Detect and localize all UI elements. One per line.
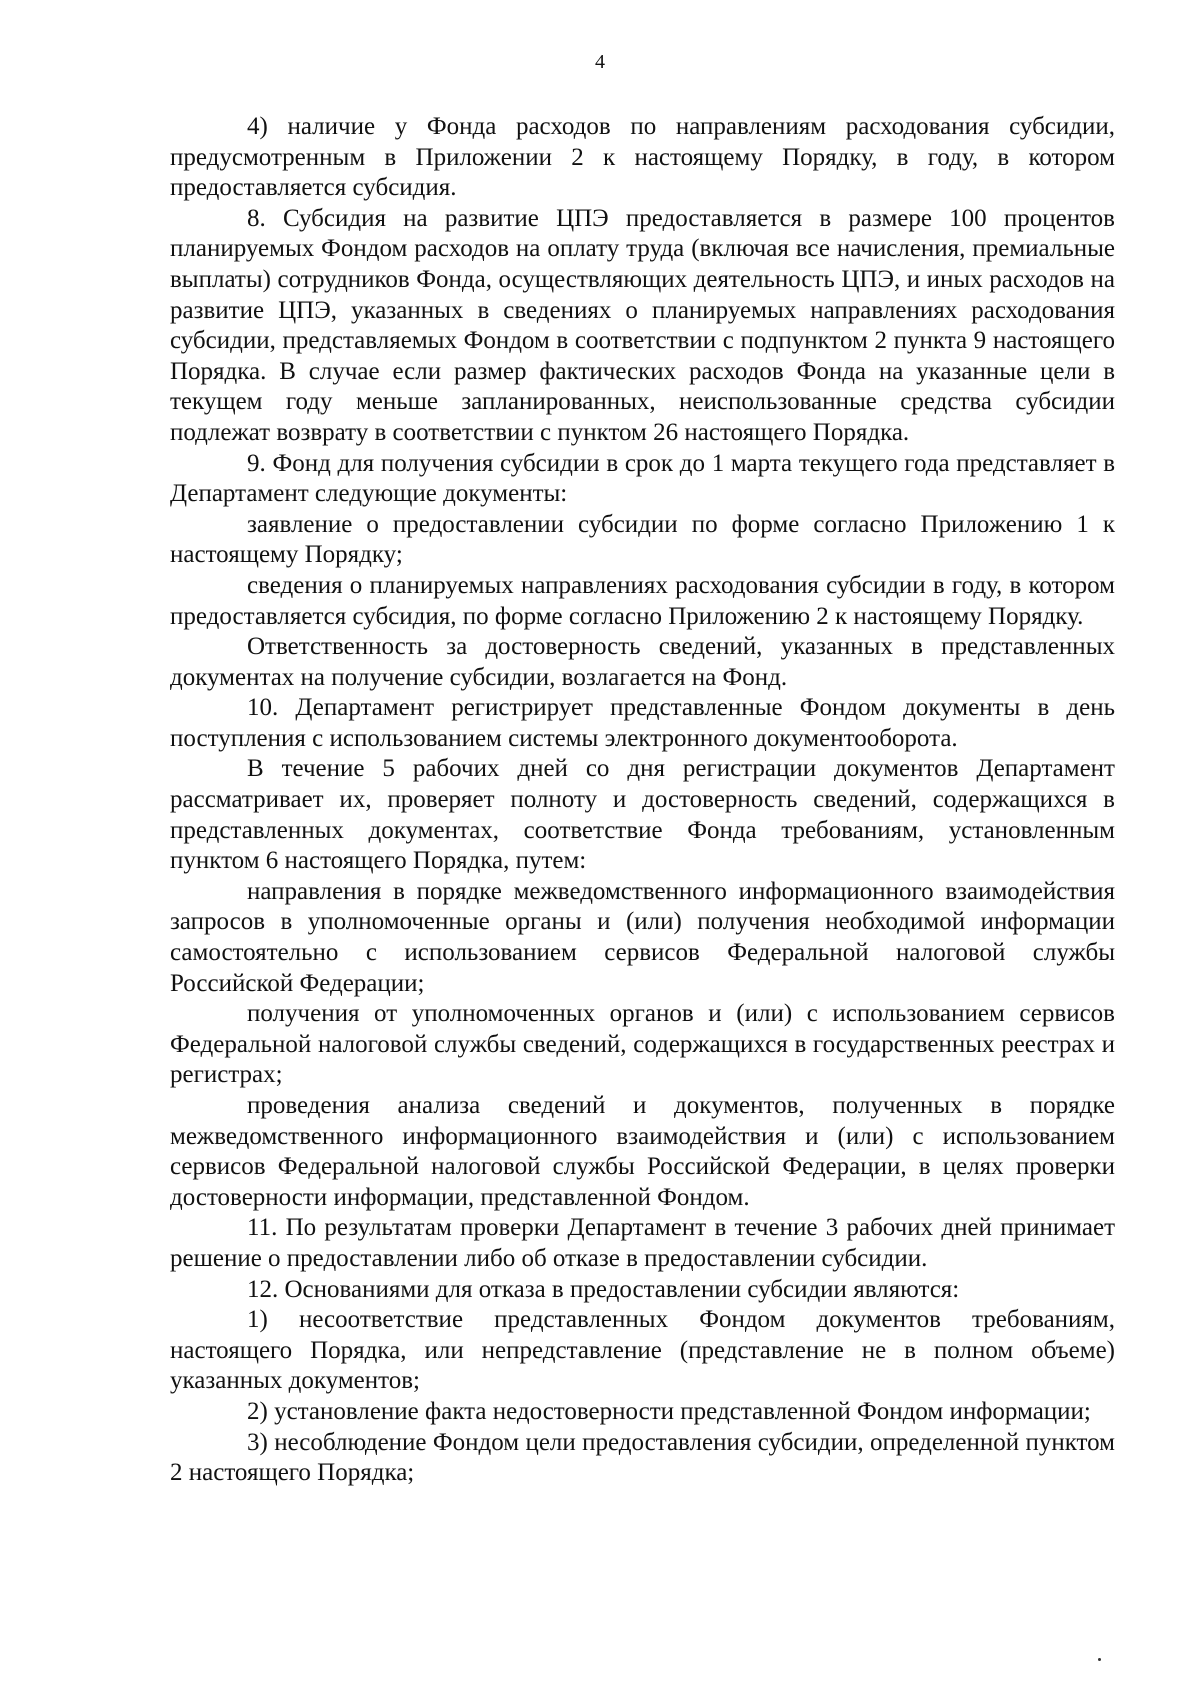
paragraph-analysis: проведения анализа сведений и документов, полученных в порядке межведомственного информационного взаимодействия и (или) с использованием сервисов Федеральной налоговой службы Российской Федерации, в целях проверки достоверности информации, представленной Фондом. [170,1092,1115,1211]
paragraph-subitem-4-expenses: 4) наличие у Фонда расходов по направлениям расходования субсидии, предусмотренным в Приложении 2 к настоящему Порядку, в году, в котором предоставляется субсидия. [170,113,1115,202]
document-body [170,112,1115,1489]
paragraph-application: заявление о предоставлении субсидии по форме согласно Приложению 1 к настоящему Порядку; [170,510,1115,569]
paragraph-review-period: В течение 5 рабочих дней со дня регистрации документов Департамент рассматривает их, проверяет полноту и достоверность сведений, содержащихся в представленных документах, соответствие Фонда требованиям, установленным пунктом 6 настоящего Порядка, путем: [170,755,1115,875]
paragraph-registry-info: получения от уполномоченных органов и (или) с использованием сервисов Федеральной налоговой службы сведений, содержащихся в государственных реестрах и регистрах; [170,1000,1115,1089]
scan-speck [1098,1658,1101,1661]
paragraph-refusal-2: 2) установление факта недостоверности представленной Фондом информации; [247,1397,1091,1425]
paragraph-interagency-requests: направления в порядке межведомственного информационного взаимодействия запросов в уполномоченные органы и (или) получения необходимой информации самостоятельно с использованием сервисов Федеральной налоговой службы Российской Федерации; [170,877,1115,997]
paragraph-item-10-registration: 10. Департамент регистрирует представленные Фондом документы в день поступления с использованием системы электронного документооборота. [170,694,1115,752]
paragraph-responsibility: Ответственность за достоверность сведений, указанных в представленных документах на получение субсидии, возлагается на Фонд. [170,633,1115,691]
paragraph-item-8-subsidy-amount: 8. Субсидия на развитие ЦПЭ предоставляется в размере 100 процентов планируемых Фондом расходов на оплату труда (включая все начисления, премиальные выплаты) сотрудников Фонда, осуществляющих деятельность ЦПЭ, и иных расходов на развитие ЦПЭ, указанных в сведениях о планируемых направлениях расходования субсидии, представляемых Фондом в соответствии с подпунктом 2 пункта 9 настоящего Порядка. В случае если размер фактических расходов Фонда на указанные цели в текущем году меньше запланированных, неиспользованные средства субсидии подлежат возврату в соответствии с пунктом 26 настоящего Порядка. [170,204,1115,446]
page-number: 4 [595,51,605,73]
paragraph-refusal-1: 1) несоответствие представленных Фондом документов требованиям, настоящего Порядка, или непредставление (представление не в полном объеме) указанных документов; [170,1306,1115,1395]
paragraph-refusal-3: 3) несоблюдение Фондом цели предоставления субсидии, определенной пунктом 2 настоящего Порядка; [170,1428,1115,1487]
paragraph-planned-expenses-info: сведения о планируемых направлениях расходования субсидии в году, в котором предоставляется субсидия, по форме согласно Приложению 2 к настоящему Порядку. [170,571,1115,630]
paragraph-item-9-documents: 9. Фонд для получения субсидии в срок до 1 марта текущего года представляет в Департамент следующие документы: [170,449,1115,508]
paragraph-item-12-refusal-grounds: 12. Основаниями для отказа в предоставлении субсидии являются: [247,1275,960,1303]
paragraph-item-11-decision: 11. По результатам проверки Департамент в течение 3 рабочих дней принимает решение о предоставлении либо об отказе в предоставлении субсидии. [170,1214,1115,1272]
